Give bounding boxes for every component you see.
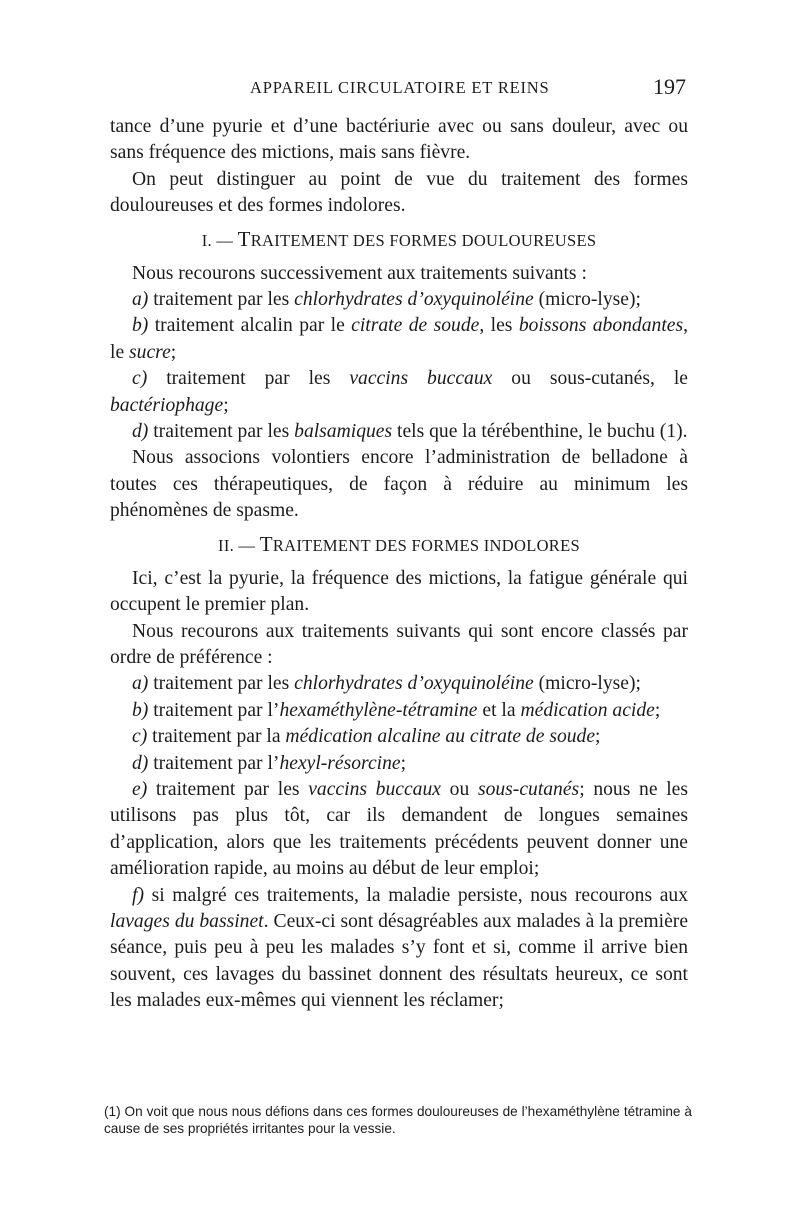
section-1-item-a — [110, 287, 688, 313]
item-label: b) — [132, 315, 149, 337]
section-1-closing: Nous associons volontiers encore l’administration de belladone à toutes ces thérapeutiques, de façon à réduire au minimum les phénomènes de spasme. — [110, 447, 688, 522]
item-text: traitement par les — [147, 778, 309, 800]
section-1-title: RAITEMENT DES FORMES DOULOUREUSES — [250, 230, 597, 250]
item-label: c) — [132, 368, 148, 390]
item-text: et la — [477, 699, 521, 721]
item-text: ; nous ne les utilisons pas plus tôt, car ils demandent de longues semaines d’application, alors que les traitements précédents peuvent donner une amélioration rapide, au moins au début de leur emploi; — [110, 778, 688, 880]
item-label: e) — [132, 778, 148, 800]
item-label: a) — [132, 673, 149, 695]
section-2-paragraph-2: Nous recourons aux traitements suivants qui sont encore classés par ordre de préférence : — [110, 620, 688, 668]
section-2-number: II. — — [218, 535, 256, 555]
section-2-item-b — [110, 698, 688, 724]
section-2-title-initial: T — [259, 531, 273, 556]
item-emphasis: hexaméthylène-tétramine — [279, 699, 478, 721]
running-title: APPAREIL CIRCULATOIRE ET REINS — [250, 78, 550, 97]
item-emphasis: lavages du bassinet — [110, 910, 264, 932]
item-emphasis: balsamiques — [294, 421, 393, 443]
section-1-item-b — [110, 313, 688, 366]
item-emphasis: chlorhydrates d’oxyquinoléine — [294, 673, 534, 695]
item-emphasis: vaccins buccaux — [349, 368, 493, 390]
section-2-item-e — [110, 777, 688, 883]
section-2-title: RAITEMENT DES FORMES INDOLORES — [272, 535, 580, 555]
item-text: ; — [595, 726, 601, 748]
section-1-number: I. — — [201, 230, 234, 250]
item-emphasis: médication alcaline au citrate de soude — [285, 726, 596, 748]
item-text: ; — [170, 341, 177, 363]
item-text: si malgré ces traitements, la maladie persiste, nous recourons aux — [143, 884, 688, 906]
item-text: traitement par les — [148, 289, 295, 311]
intro-paragraph-2: On peut distinguer au point de vue du traitement des formes douloureuses et des formes indolores. — [110, 168, 688, 217]
item-emphasis: sucre — [129, 341, 171, 363]
item-text: ; — [223, 394, 229, 416]
section-2-item-a — [110, 671, 688, 697]
item-text: traitement par l’ — [148, 752, 280, 774]
item-emphasis: vaccins buccaux — [308, 778, 441, 800]
item-text: ou sous-cutanés, le — [492, 368, 688, 390]
item-text: traitement alcalin par le — [148, 315, 352, 337]
item-text: (micro-lyse); — [533, 289, 641, 311]
item-label: f) — [132, 884, 144, 906]
section-1-heading — [110, 226, 688, 251]
section-2-item-c — [110, 724, 688, 750]
section-1-lead: Nous recourons successivement aux traitements suivants : — [132, 262, 587, 284]
item-text: . Ceux-ci sont désagréables aux malades à la première séance, puis peu à peu les malades s’y font et si, comme il arrive bien souvent, ces lavages du bassinet donnent des résultats heureux, ce sont les malades eux-mêmes qui viennent les réclamer; — [110, 910, 689, 1012]
section-1-title-initial: T — [237, 226, 251, 251]
item-emphasis: chlorhydrates d’oxyquinoléine — [294, 289, 534, 311]
item-emphasis: hexyl-résorcine — [279, 752, 401, 774]
item-text: ; — [400, 752, 407, 774]
item-emphasis: boissons abondantes — [518, 315, 684, 337]
item-label: d) — [132, 752, 149, 774]
item-emphasis: citrate de soude — [351, 315, 480, 337]
section-2-item-f — [110, 883, 688, 1015]
item-text: traitement par l’ — [148, 699, 280, 721]
item-label: a) — [132, 289, 149, 311]
item-label: d) — [132, 421, 149, 443]
item-emphasis: médication acide — [520, 699, 655, 721]
item-text: , le — [110, 315, 688, 363]
item-text: (micro-lyse); — [533, 673, 641, 695]
item-text: traitement par la — [147, 726, 286, 748]
page-number: 197 — [653, 74, 686, 99]
running-header — [110, 74, 686, 104]
item-label: c) — [132, 726, 148, 748]
page-body — [110, 114, 688, 1015]
item-text: traitement par les — [147, 368, 350, 390]
item-text: traitement par les — [148, 421, 295, 443]
intro-paragraph-1: tance d’une pyurie et d’une bactériurie avec ou sans douleur, avec ou sans fréquence des mictions, mais sans fièvre. — [110, 116, 688, 164]
section-2-item-d — [110, 751, 688, 777]
section-1-item-d — [110, 419, 688, 445]
section-2-paragraph-1: Ici, c’est la pyurie, la fréquence des mictions, la fatigue générale qui occupent le premier plan. — [110, 567, 688, 616]
item-text: traitement par les — [148, 673, 295, 695]
item-text: tels que la térébenthine, le buchu (1). — [392, 421, 688, 443]
item-emphasis: sous-cutanés — [477, 778, 580, 800]
item-emphasis: bactériophage — [110, 394, 224, 416]
section-2-heading — [110, 531, 688, 556]
footnote: (1) On voit que nous nous défions dans ces formes douloureuses de l’hexaméthylène tétramine à cause de ses propriétés irritantes pour la vessie. — [104, 1104, 692, 1136]
item-label: b) — [132, 699, 149, 721]
item-text: ou — [440, 778, 478, 800]
item-text: , les — [479, 315, 519, 337]
item-text: ; — [654, 699, 661, 721]
section-1-item-c — [110, 366, 688, 419]
